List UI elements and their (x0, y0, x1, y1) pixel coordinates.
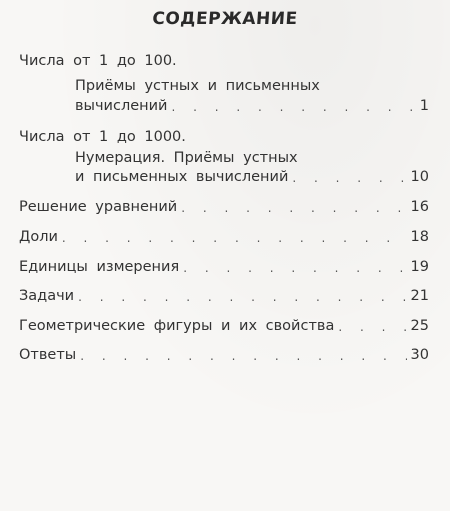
toc-entry (19, 287, 429, 305)
toc-entry-label: Единицы измерения (19, 259, 180, 275)
toc-entry-label: вычислений (75, 98, 168, 114)
toc-entry-label: Задачи (19, 288, 75, 304)
toc-page-number: 30 (410, 347, 429, 363)
toc-entry (19, 346, 429, 364)
dot-leader (292, 170, 406, 186)
toc-entry-label: Ответы (19, 347, 77, 363)
dot-leader (62, 230, 407, 246)
toc-page-number: 21 (410, 288, 429, 304)
toc-page-number: 10 (410, 169, 429, 185)
dot-leader (78, 289, 406, 305)
toc-entry (19, 317, 429, 335)
toc-section-heading: Числа от 1 до 1000. (19, 129, 186, 145)
toc-entry (19, 258, 429, 276)
toc-entry (75, 97, 429, 115)
toc-page-number: 18 (410, 229, 429, 245)
toc-page-number: 19 (410, 259, 429, 275)
dot-leader (338, 319, 406, 335)
toc-entry (75, 168, 429, 186)
toc-page-number: 16 (410, 199, 429, 215)
toc-entry-label: Доли (19, 229, 58, 245)
toc-entry-label: Геометрические фигуры и их свойства (19, 318, 335, 334)
toc-section-subtitle: Приёмы устных и письменных (75, 78, 320, 94)
page-title: СОДЕРЖАНИЕ (151, 9, 299, 29)
toc-entry (19, 228, 429, 246)
toc-page-number: 1 (419, 98, 429, 114)
dot-leader (183, 260, 406, 276)
toc-page-number: 25 (410, 318, 429, 334)
toc-section-subtitle: Нумерация. Приёмы устных (75, 150, 298, 166)
toc-entry-label: и письменных вычислений (75, 169, 289, 185)
toc-section-heading: Числа от 1 до 100. (19, 53, 177, 69)
dot-leader (80, 348, 406, 364)
toc-entry (19, 198, 429, 216)
dot-leader (171, 99, 415, 115)
dot-leader (181, 200, 406, 216)
toc-entry-label: Решение уравнений (19, 199, 178, 215)
